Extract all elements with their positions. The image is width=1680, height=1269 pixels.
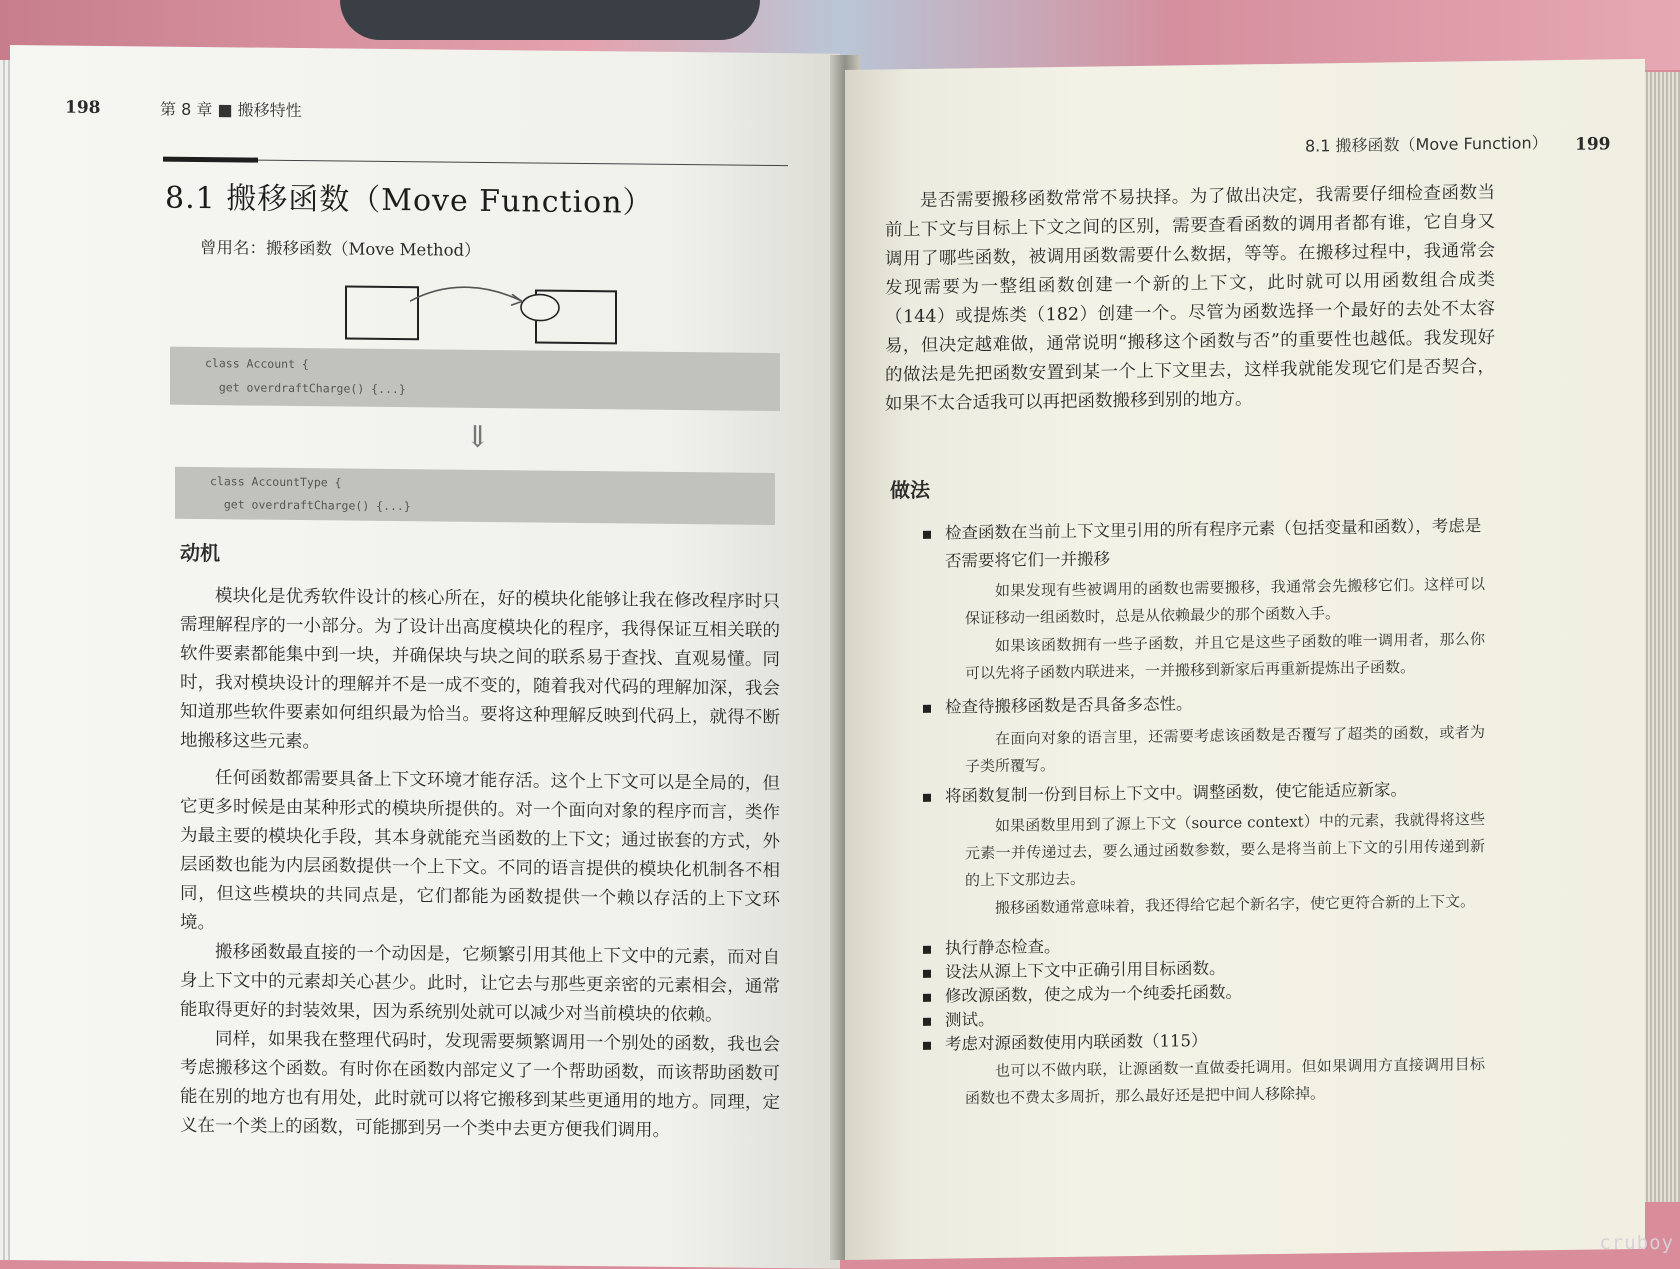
step-1-note-1: 如果发现有些被调用的函数也需要搬移，我通常会先搬移它们。这样可以保证移动一组函数时，总是从依赖最少的那个函数入手。 [965, 575, 1485, 628]
step-3-note-1: 如果函数里用到了源上下文（source context）中的元素，我就得将这些元素一并传递过去，要么通过函数参数，要么是将当前上下文的引用传递到新的上下文那边去。 [965, 810, 1485, 890]
source-class-box [346, 287, 418, 340]
right-page-number: 199 [1575, 134, 1611, 155]
mechanics-heading: 做法 [890, 477, 930, 503]
right-running-head: 8.1 搬移函数（Move Function） [1305, 133, 1548, 156]
move-arrow-head [511, 294, 522, 305]
step-5-text: 设法从源上下文中正确引用目标函数。 [945, 958, 1226, 982]
motivation-paragraph-4: 同样，如果我在整理代码时，发现需要频繁调用一个别处的函数，我也会考虑搬移这个函数。有时你在函数内部定义了一个帮助函数，而该帮助函数可能在别的地方也有用处，此时就可以将它搬移到某些更通用的地方。同理，定义在一个类上的函数，可能挪到另一个类中去更方便我们调用。 [180, 1029, 780, 1141]
motivation-paragraph-1: 模块化是优秀软件设计的核心所在，好的模块化能够让我在修改程序时只需理解程序的一小部分。为了设计出高度模块化的程序，我得保证互相关联的软件要素都能集中到一块，并确保块与块之间的联系易于查找、直观易懂。同时，我对模块设计的理解并不是一成不变的，随着我对代码的理解加深，我会知道那些软件要素如何组织最为恰当。要将这种理解反映到代码上，就得不断地搬移这些元素。 [180, 586, 780, 753]
down-arrow-icon: ⇓ [465, 419, 491, 456]
photo-watermark: cruboy [1599, 1232, 1674, 1254]
section-title: 8.1 搬移函数（Move Function） [165, 180, 654, 221]
step-8-text: 考虑对源函数使用内联函数（115） [945, 1030, 1208, 1054]
step-bullet [923, 970, 931, 978]
motivation-heading: 动机 [180, 540, 220, 566]
right-page [845, 59, 1645, 1260]
step-3-note-2: 搬移函数通常意味着，我还得给它起个新名字，使它更符合新的上下文。 [995, 892, 1476, 917]
left-running-head: 第 8 章 ■ 搬移特性 [160, 99, 302, 121]
step-6-text: 修改源函数，使之成为一个纯委托函数。 [945, 982, 1242, 1006]
step-7-text: 测试。 [945, 1009, 995, 1030]
left-page-number: 198 [65, 97, 101, 118]
code-before-box [170, 347, 780, 411]
move-arrow-curve [410, 287, 520, 303]
step-1-text: 检查函数在当前上下文里引用的所有程序元素（包括变量和函数），考虑是否需要将它们一并搬移 [945, 516, 1482, 571]
move-diagram [340, 278, 630, 351]
left-page [10, 45, 840, 1269]
step-bullet [923, 705, 931, 713]
step-8-note-1: 也可以不做内联，让源函数一直做委托调用。但如果调用方直接调用目标函数也不费太多周折，那么最好还是把中间人移除掉。 [965, 1055, 1485, 1108]
step-bullet [923, 794, 931, 802]
step-bullet [923, 531, 931, 539]
step-2-text: 检查待搬移函数是否具备多态性。 [945, 694, 1193, 717]
code-before-line-2: get overdraftCharge() {...} [205, 380, 406, 397]
motivation-paragraph-2: 任何函数都需要具备上下文环境才能存活。这个上下文可以是全局的，但它更多时候是由某种形式的模块所提供的。对一个面向对象的程序而言，类作为最主要的模块化手段，其本身就能充当函数的上下文；通过嵌套的方式，外层函数也能为内层函数提供一个上下文。不同的语言提供的模块化机制各不相同，但这些模块的共同点是，它们都能为函数提供一个赖以存活的上下文环境。 [180, 768, 780, 934]
code-after-line-2: get overdraftCharge() {...} [210, 497, 411, 514]
function-ellipse [521, 294, 559, 320]
motivation-body [180, 582, 780, 1147]
step-bullet [923, 1018, 931, 1026]
intro-paragraph: 是否需要搬移函数常常不易抉择。为了做出决定，我需要仔细检查函数当前上下文与目标上下文之间的区别，需要查看函数的调用者都有谁，它自身又调用了哪些函数，被调用函数需要什么数据，等等。在搬移过程中，我通常会发现需要为一整组函数创建一个新的上下文，此时就可以用函数组合成类（144）或提炼类（182）创建一个。尽管为函数选择一个最好的去处不太容易，但决定越难做，通常说明“搬移这个函数与否”的重要性也越低。我发现好的做法是先把函数安置到某一个上下文里去，这样我就能发现它们是否契合，如果不太合适我可以再把函数搬移到别的地方。 [885, 182, 1495, 415]
code-after-box [175, 467, 775, 525]
code-after-line-1: class AccountType { [210, 474, 342, 490]
section-rule-thin [258, 160, 788, 167]
code-before-line-1: class Account { [205, 356, 309, 372]
step-bullet [923, 994, 931, 1002]
step-1-note-2: 如果该函数拥有一些子函数，并且它是这些子函数的唯一调用者，那么你可以先将子函数内联进来，一并搬移到新家后再重新提炼出子函数。 [965, 630, 1485, 683]
step-bullet [923, 1042, 931, 1050]
book-right-edge [1640, 72, 1680, 1202]
former-name: 曾用名：搬移函数（Move Method） [200, 237, 481, 260]
step-3-text: 将函数复制一份到目标上下文中。调整函数，使它能适应新家。 [945, 780, 1407, 806]
motivation-paragraph-3: 搬移函数最直接的一个动因是，它频繁引用其他上下文中的元素，而对自身上下文中的元素却关心甚少。此时，让它去与那些更亲密的元素相会，通常能取得更好的封装效果，因为系统别处就可以减少对当前模块的依赖。 [180, 942, 780, 1026]
step-2-note-1: 在面向对象的语言里，还需要考虑该函数是否覆写了超类的函数，或者为子类所覆写。 [965, 723, 1485, 776]
dark-fabric-stripe [340, 0, 760, 40]
step-4-text: 执行静态检查。 [945, 936, 1061, 958]
section-rule-thick [163, 157, 258, 163]
step-bullet [923, 946, 931, 954]
